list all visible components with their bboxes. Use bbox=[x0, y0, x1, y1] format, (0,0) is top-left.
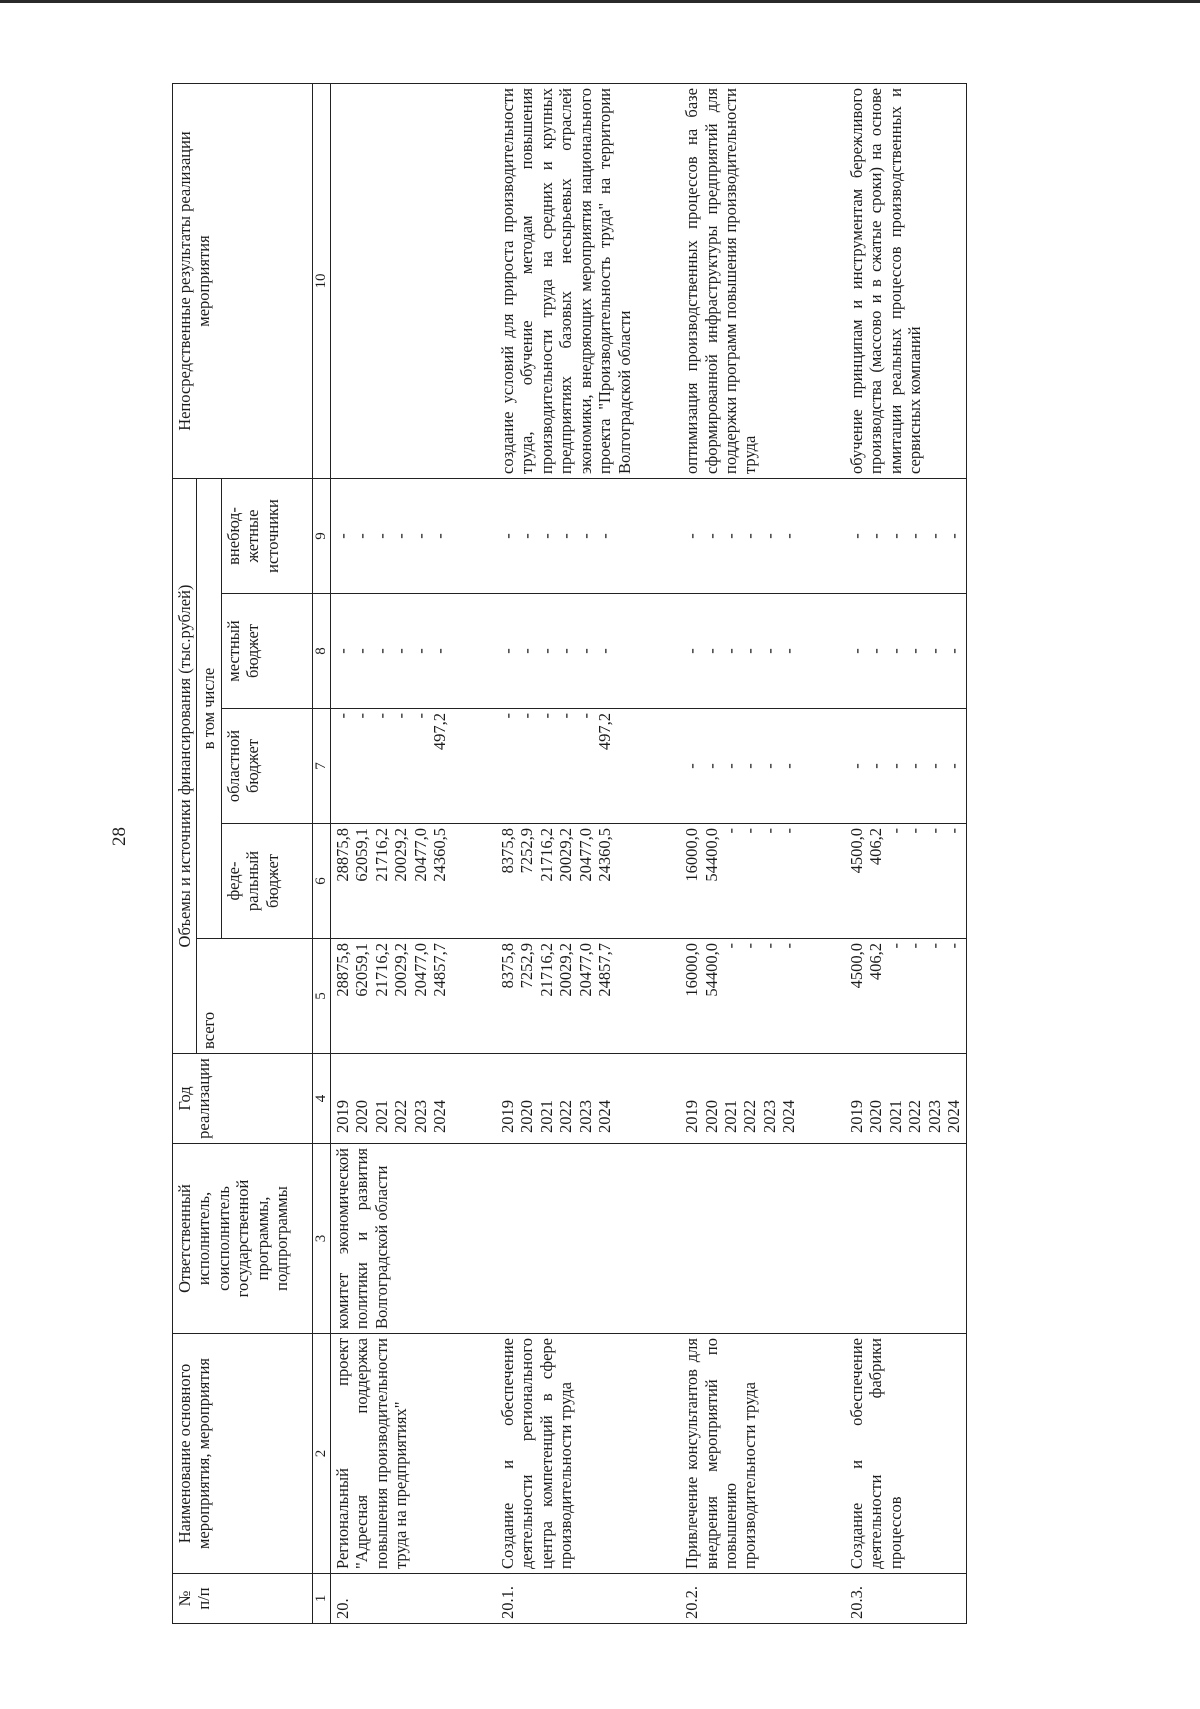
header-offbudget: внебюд- жетные источники bbox=[221, 479, 312, 594]
header-total: всего bbox=[197, 939, 312, 1054]
funding-total: 8375,8 7252,9 21716,2 20029,2 20477,0 24857,7 bbox=[496, 939, 636, 1054]
table-row bbox=[330, 84, 451, 1624]
funding-federal: 4500,0 406,2 - - - - bbox=[845, 824, 966, 939]
implementation-years: 2019 2020 2021 2022 2023 2024 bbox=[330, 1054, 451, 1144]
table-row bbox=[496, 84, 636, 1624]
row-spacer bbox=[636, 84, 680, 1624]
column-number: 5 bbox=[312, 939, 330, 1054]
column-number: 3 bbox=[312, 1144, 330, 1334]
direct-results: создание условий для прироста производительности труда, обучение методам повышения производительности труда на средних и крупных предприятиях базовых несырьевых отраслей экономики, внедряющих мероприятия национального проекта "Производительность труда" на территории Волгоградской области bbox=[496, 84, 636, 479]
activity-name: Региональный проект "Адресная поддержка повышения производительности труда на предприятиях" bbox=[330, 1334, 451, 1574]
funding-total: 16000,0 54400,0 - - - - bbox=[680, 939, 801, 1054]
responsible-executor bbox=[496, 1144, 636, 1334]
column-number-row bbox=[312, 84, 330, 1624]
column-number: 4 bbox=[312, 1054, 330, 1144]
header-results: Непосредственные результаты реализации мероприятия bbox=[173, 84, 313, 479]
funding-federal: 16000,0 54400,0 - - - - bbox=[680, 824, 801, 939]
row-number: 20.3. bbox=[845, 1574, 966, 1624]
column-number: 10 bbox=[312, 84, 330, 479]
column-number: 7 bbox=[312, 709, 330, 824]
funding-federal: 8375,8 7252,9 21716,2 20029,2 20477,0 24360,5 bbox=[496, 824, 636, 939]
funding-total: 4500,0 406,2 - - - - bbox=[845, 939, 966, 1054]
funding-total: 28875,8 62059,1 21716,2 20029,2 20477,0 24857,7 bbox=[330, 939, 451, 1054]
table-row bbox=[845, 84, 966, 1624]
column-number: 8 bbox=[312, 594, 330, 709]
funding-offbudget: - - - - - - bbox=[680, 479, 801, 594]
direct-results bbox=[330, 84, 451, 479]
funding-offbudget: - - - - - - bbox=[845, 479, 966, 594]
header-executor: Ответственный исполнитель, соисполнитель государственной программы, подпрограммы bbox=[173, 1144, 313, 1334]
funding-regional: - - - - - - bbox=[680, 709, 801, 824]
row-spacer bbox=[452, 84, 496, 1624]
funding-offbudget: - - - - - - bbox=[496, 479, 636, 594]
table-row bbox=[680, 84, 801, 1624]
header-federal: феде- ральный бюджет bbox=[221, 824, 312, 939]
header-name: Наименование основного мероприятия, мероприятия bbox=[173, 1334, 313, 1574]
implementation-years: 2019 2020 2021 2022 2023 2024 bbox=[845, 1054, 966, 1144]
implementation-years: 2019 2020 2021 2022 2023 2024 bbox=[680, 1054, 801, 1144]
row-number: 20. bbox=[330, 1574, 451, 1624]
activity-name: Создание и обеспечение деятельности регионального центра компетенций в сфере производительности труда bbox=[496, 1334, 636, 1574]
funding-regional: - - - - - 497,2 bbox=[330, 709, 451, 824]
scan-edge-line bbox=[0, 0, 1200, 3]
direct-results: обучение принципам и инструментам бережливого производства (массово и в сжатые сроки) на основе имитации реальных процессов производственных и сервисных компаний bbox=[845, 84, 966, 479]
funding-local: - - - - - - bbox=[330, 594, 451, 709]
column-number: 2 bbox=[312, 1334, 330, 1574]
financing-table bbox=[172, 83, 967, 1624]
funding-local: - - - - - - bbox=[845, 594, 966, 709]
activity-name: Привлечение консультантов для внедрения мероприятий по повышению производительности труда bbox=[680, 1334, 801, 1574]
table-header bbox=[173, 84, 331, 1624]
responsible-executor bbox=[680, 1144, 801, 1334]
table-body bbox=[330, 84, 966, 1624]
funding-local: - - - - - - bbox=[496, 594, 636, 709]
header-year: Год реализации bbox=[173, 1054, 313, 1144]
funding-offbudget: - - - - - - bbox=[330, 479, 451, 594]
direct-results: оптимизация производственных процессов на базе сформированной инфраструктуры предприятий для поддержки программ повышения производительности труда bbox=[680, 84, 801, 479]
column-number: 9 bbox=[312, 479, 330, 594]
header-local: местный бюджет bbox=[221, 594, 312, 709]
responsible-executor bbox=[845, 1144, 966, 1334]
header-volumes-group: Объемы и источники финансирования (тыс.рублей) bbox=[173, 479, 197, 1054]
funding-regional: - - - - - - bbox=[845, 709, 966, 824]
header-regional: областной бюджет bbox=[221, 709, 312, 824]
column-number: 1 bbox=[312, 1574, 330, 1624]
implementation-years: 2019 2020 2021 2022 2023 2024 bbox=[496, 1054, 636, 1144]
header-no: № п/п bbox=[173, 1574, 313, 1624]
row-spacer bbox=[801, 84, 845, 1624]
page-number: 28 bbox=[109, 827, 130, 846]
funding-federal: 28875,8 62059,1 21716,2 20029,2 20477,0 24360,5 bbox=[330, 824, 451, 939]
responsible-executor: комитет экономической политики и развития Волгоградской области bbox=[330, 1144, 451, 1334]
header-incl: в том числе bbox=[197, 479, 221, 939]
activity-name: Создание и обеспечение деятельности фабрики процессов bbox=[845, 1334, 966, 1574]
funding-regional: - - - - - 497,2 bbox=[496, 709, 636, 824]
column-number: 6 bbox=[312, 824, 330, 939]
row-number: 20.2. bbox=[680, 1574, 801, 1624]
row-number: 20.1. bbox=[496, 1574, 636, 1624]
funding-local: - - - - - - bbox=[680, 594, 801, 709]
rotated-page-content bbox=[172, 84, 1052, 1624]
